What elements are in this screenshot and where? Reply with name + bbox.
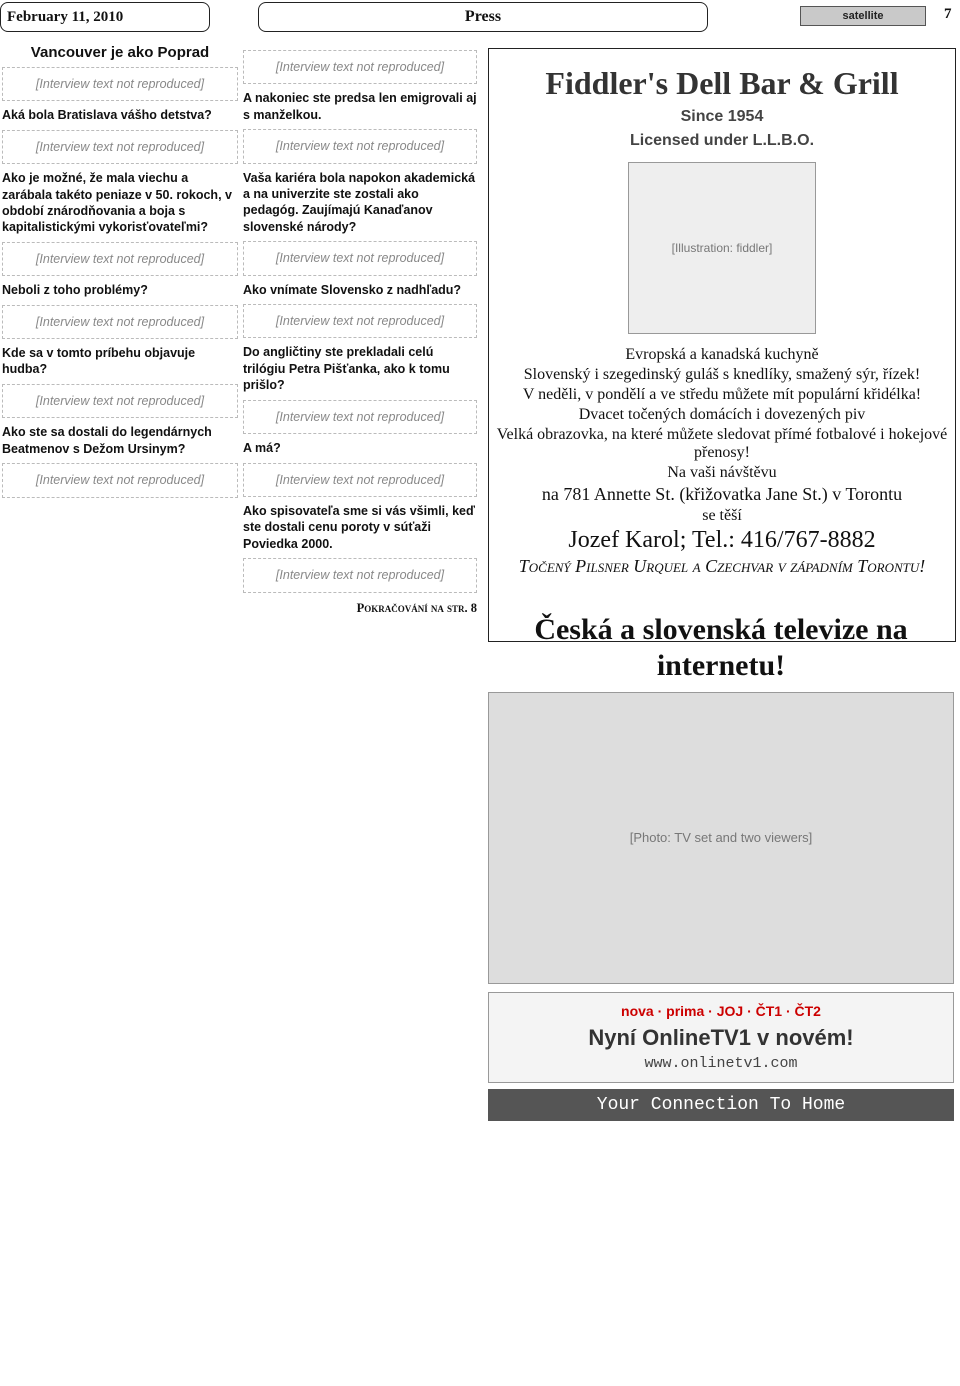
question: A má?	[243, 441, 281, 456]
question: Kde sa v tomto príbehu objavuje hudba?	[2, 346, 196, 377]
channel-logos: nova · prima · JOJ · ČT1 · ČT2	[621, 1003, 821, 1019]
section-title: Press	[258, 2, 708, 32]
body-placeholder: [Interview text not reproduced]	[243, 129, 477, 163]
article-column-1	[2, 44, 238, 504]
body-placeholder: [Interview text not reproduced]	[2, 305, 238, 339]
question: Ako ste sa dostali do legendárnych Beatmenov s Dežom Ursinym?	[2, 425, 212, 456]
tv-tagline: Your Connection To Home	[488, 1089, 954, 1121]
ad-line: Na vaši návštěvu	[667, 464, 777, 481]
question: Neboli z toho problémy?	[2, 283, 148, 298]
article-column-2	[243, 44, 477, 616]
ad-text	[489, 346, 955, 577]
question: Ako vnímate Slovensko z nadhľadu?	[243, 282, 462, 297]
question: Aká bola Bratislava vášho detstva?	[2, 108, 212, 123]
license-note: Licensed under L.L.B.O.	[629, 132, 815, 149]
issue-date: February 11, 2010	[0, 2, 210, 32]
ad-contact: Jozef Karol; Tel.: 416/767-8882	[568, 527, 876, 553]
onlinetv-ad	[488, 612, 954, 1121]
body-placeholder: [Interview text not reproduced]	[2, 67, 238, 101]
article-title: Vancouver je ako Poprad	[30, 44, 210, 61]
ad-address: na 781 Annette St. (křižovatka Jane St.) v Torontu	[541, 484, 903, 504]
fiddler-illustration: [Illustration: fiddler]	[628, 162, 816, 334]
page-number: 7	[944, 6, 952, 22]
tv-claim: Nyní OnlineTV1 v novém!	[588, 1025, 854, 1050]
body-placeholder: [Interview text not reproduced]	[2, 384, 238, 418]
tv-photo: [Photo: TV set and two viewers]	[488, 692, 954, 984]
question: A nakoniec ste predsa len emigrovali aj s manželkou.	[243, 91, 477, 122]
body-placeholder: [Interview text not reproduced]	[243, 241, 477, 275]
restaurant-name: Fiddler's Dell Bar & Grill	[545, 65, 899, 101]
question: Vaša kariéra bola napokon akademická a na univerzite ste zostali ako pedagóg. Zaujímajú Kanaďanov slovenské národy?	[243, 170, 476, 234]
ad-line: V neděli, v pondělí a ve středu můžete mít populární křidélka!	[522, 386, 922, 403]
body-placeholder: [Interview text not reproduced]	[243, 304, 477, 338]
question: Ako spisovateľa sme si vás všimli, keď ste dostali cenu poroty v súťaži Poviedka 2000.	[243, 503, 475, 551]
question: Do angličtiny ste prekladali celú trilógiu Petra Pišťanka, ako k tomu prišlo?	[243, 345, 450, 393]
page-header	[0, 0, 960, 36]
body-placeholder: [Interview text not reproduced]	[243, 558, 477, 592]
continued-note: Pokračování na str. 8	[356, 600, 477, 615]
body-placeholder: [Interview text not reproduced]	[243, 50, 477, 84]
ad-line: Evropská a kanadská kuchyně	[625, 346, 819, 363]
ad-line: Dvacet točených domácích i dovezených piv	[578, 406, 866, 423]
ad-line: se těší	[702, 507, 742, 524]
since-year: Since 1954	[680, 108, 764, 125]
fiddlers-dell-ad	[488, 48, 956, 642]
body-placeholder: [Interview text not reproduced]	[243, 463, 477, 497]
satellite-logo: satellite	[800, 6, 926, 26]
tv-banner	[488, 992, 954, 1083]
ad-line: Velká obrazovka, na které můžete sledovat přímé fotbalové i hokejové přenosy!	[496, 426, 948, 461]
body-placeholder: [Interview text not reproduced]	[243, 400, 477, 434]
question: Ako je možné, že mala viechu a zarábala takéto peniaze v 50. rokoch, v období znárodňovania a boja s kapitalistickými vykorisťovateľmi?	[2, 171, 232, 235]
tv-url[interactable]: www.onlinetv1.com	[644, 1055, 798, 1072]
body-placeholder: [Interview text not reproduced]	[2, 242, 238, 276]
ad-beer: Točený Pilsner Urquel a Czechvar v západním Torontu!	[518, 556, 926, 576]
ad-line: Slovenský i szegedinský guláš s knedlíky, smažený sýr, řízek!	[523, 366, 921, 383]
body-placeholder: [Interview text not reproduced]	[2, 463, 238, 497]
body-placeholder: [Interview text not reproduced]	[2, 130, 238, 164]
tv-headline: Česká a slovenská televize na internetu!	[534, 613, 908, 682]
